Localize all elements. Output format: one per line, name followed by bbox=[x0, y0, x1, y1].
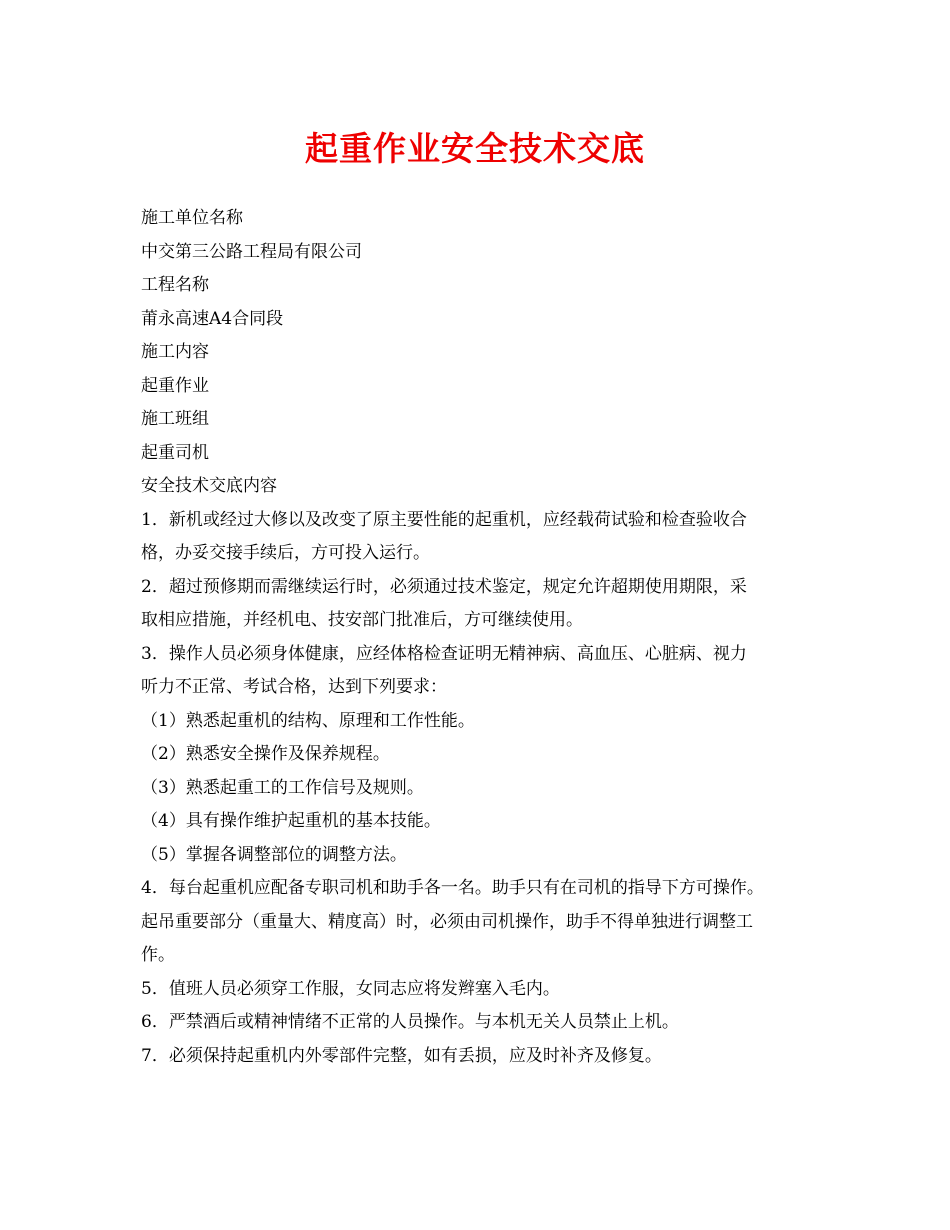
list-item: （3）熟悉起重工的工作信号及规则。 bbox=[141, 777, 424, 798]
document-title: 起重作业安全技术交底 bbox=[305, 129, 645, 168]
paragraph-line: 3．操作人员必须身体健康，应经体格检查证明无精神病、高血压、心脏病、视力 bbox=[141, 643, 747, 664]
paragraph-line: 4．每台起重机应配备专职司机和助手各一名。助手只有在司机的指导下方可操作。 bbox=[141, 878, 764, 898]
field-label-project-name: 工程名称 bbox=[141, 275, 209, 295]
paragraph-line: 取相应措施，并经机电、技安部门批准后，方可继续使用。 bbox=[141, 610, 583, 630]
section-heading-safety-content: 安全技术交底内容 bbox=[141, 476, 277, 496]
field-label-work-team: 施工班组 bbox=[141, 409, 209, 429]
field-value-work-content: 起重作业 bbox=[141, 375, 209, 396]
list-item: （4）具有操作维护起重机的基本技能。 bbox=[141, 811, 441, 831]
field-value-project-name: 莆永高速A4合同段 bbox=[141, 308, 284, 329]
paragraph-line: 格，办妥交接手续后，方可投入运行。 bbox=[141, 543, 430, 563]
list-item: （5）掌握各调整部位的调整方法。 bbox=[141, 844, 407, 865]
paragraph-line: 起吊重要部分（重量大、精度高）时，必须由司机操作，助手不得单独进行调整工 bbox=[141, 911, 753, 932]
paragraph-line: 1．新机或经过大修以及改变了原主要性能的起重机，应经载荷试验和检查验收合 bbox=[141, 509, 747, 530]
paragraph-line: 听力不正常、考试合格，达到下列要求： bbox=[141, 677, 447, 697]
list-item: （1）熟悉起重机的结构、原理和工作性能。 bbox=[141, 710, 475, 731]
paragraph-line: 2．超过预修期而需继续运行时，必须通过技术鉴定，规定允许超期使用期限，采 bbox=[141, 576, 747, 597]
field-value-construction-unit: 中交第三公路工程局有限公司 bbox=[141, 241, 362, 262]
paragraph-line: 6．严禁酒后或精神情绪不正常的人员操作。与本机无关人员禁止上机。 bbox=[141, 1012, 679, 1032]
list-item: （2）熟悉安全操作及保养规程。 bbox=[141, 744, 390, 764]
field-label-construction-unit: 施工单位名称 bbox=[141, 208, 243, 228]
field-value-work-team: 起重司机 bbox=[141, 442, 209, 463]
paragraph-line: 5．值班人员必须穿工作服，女同志应将发辫塞入毛内。 bbox=[141, 978, 560, 999]
field-label-work-content: 施工内容 bbox=[141, 342, 209, 362]
paragraph-line: 7．必须保持起重机内外零部件完整，如有丢损，应及时补齐及修复。 bbox=[141, 1045, 662, 1066]
paragraph-line: 作。 bbox=[141, 945, 175, 965]
document-body bbox=[141, 202, 831, 1073]
